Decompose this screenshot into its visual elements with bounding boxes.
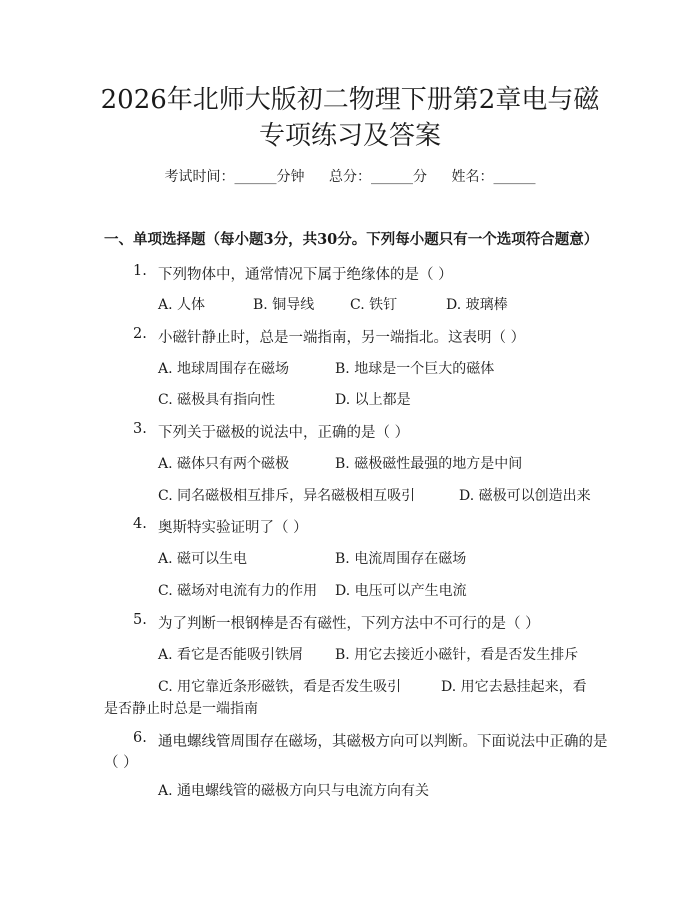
option-d-continuation: 是否静止时总是一端指南 (104, 701, 258, 717)
question-stem: 下列物体中，通常情况下属于绝缘体的是（ ） (158, 267, 453, 283)
option-b: B. 电流周围存在磁场 (335, 551, 467, 567)
option-a: A. 磁体只有两个磁极 (158, 456, 290, 472)
question-number: 2. (133, 326, 147, 342)
option-a: A. 地球周围存在磁场 (158, 361, 290, 377)
option-a: A. 通电螺线管的磁极方向只与电流方向有关 (158, 783, 430, 799)
option-d: D. 用它去悬挂起来，看 (441, 679, 587, 695)
option-c: C. 同名磁极相互排斥，异名磁极相互吸引 (158, 488, 416, 504)
option-a: A. 人体 (158, 297, 206, 313)
option-a: A. 看它是否能吸引铁屑 (158, 647, 304, 663)
option-a: A. 磁可以生电 (158, 551, 248, 567)
option-d: D. 电压可以产生电流 (335, 583, 467, 599)
option-b: B. 铜导线 (253, 297, 315, 313)
question-stem: 下列关于磁极的说法中，正确的是（ ） (158, 425, 410, 441)
question-stem-continuation: （ ） (104, 755, 138, 771)
exam-meta (0, 166, 700, 186)
exam-time: 考试时间：______分钟 (164, 169, 305, 185)
option-b: B. 磁极磁性最强的地方是中间 (335, 456, 523, 472)
question-stem: 小磁针静止时，总是一端指南，另一端指北。这表明（ ） (158, 330, 526, 346)
option-d: D. 玻璃棒 (446, 297, 508, 313)
question-number: 3. (133, 421, 147, 437)
question-number: 5. (133, 612, 147, 628)
doc-title-line1: 2026年北师大版初二物理下册第2章电与磁 (100, 85, 600, 115)
section-heading: 一、单项选择题（每小题3分，共30分。下列每小题只有一个选项符合题意） (104, 231, 599, 248)
exam-score: 总分：______分 (329, 169, 427, 185)
question-stem: 通电螺线管周围存在磁场，其磁极方向可以判断。下面说法中正确的是 (158, 734, 608, 750)
question-stem: 为了判断一根钢棒是否有磁性，下列方法中不可行的是（ ） (158, 616, 540, 632)
question-number: 1. (133, 263, 147, 279)
option-c: C. 磁场对电流有力的作用 (158, 583, 318, 599)
option-c: C. 用它靠近条形磁铁，看是否发生吸引 (158, 679, 402, 695)
option-c: C. 磁极具有指向性 (158, 392, 276, 408)
option-d: D. 磁极可以创造出来 (459, 488, 591, 504)
exam-name: 姓名：______ (451, 169, 536, 185)
doc-title-line2: 专项练习及答案 (258, 121, 441, 151)
question-number: 6. (133, 730, 147, 746)
option-d: D. 以上都是 (335, 392, 411, 408)
question-number: 4. (133, 516, 147, 532)
question-stem: 奥斯特实验证明了（ ） (158, 520, 308, 536)
option-b: B. 地球是一个巨大的磁体 (335, 361, 495, 377)
option-b: B. 用它去接近小磁针，看是否发生排斥 (335, 647, 579, 663)
option-c: C. 铁钉 (350, 297, 398, 313)
